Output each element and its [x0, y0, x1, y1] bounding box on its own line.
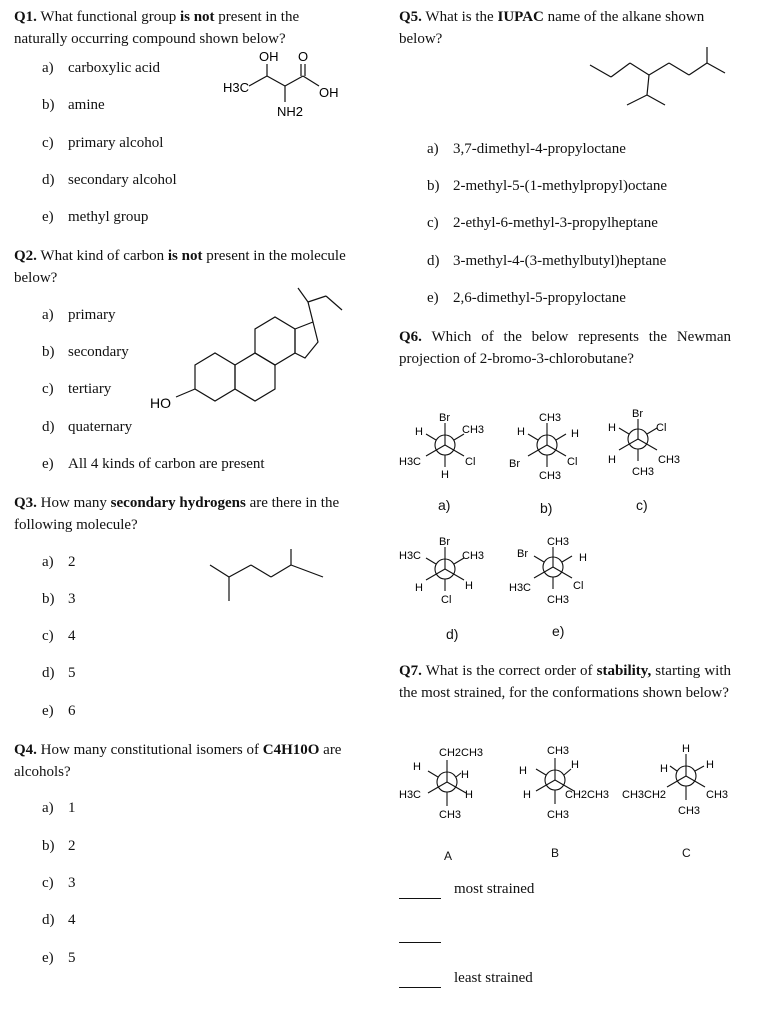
svg-text:CH3: CH3	[439, 809, 462, 821]
q1-text: Q1. What functional group is not present in the naturally occurring compound shown below?	[14, 9, 300, 47]
svg-text:Br: Br	[509, 458, 520, 470]
svg-text:CH3: CH3	[632, 466, 655, 478]
q1-molecule	[215, 48, 355, 128]
q2-option-e[interactable]: e) All 4 kinds of carbon are present	[42, 456, 265, 472]
q2-option-b[interactable]: b) secondary	[42, 344, 129, 360]
q4-option-d[interactable]: d) 4	[42, 912, 76, 928]
q2-option-d[interactable]: d) quaternary	[42, 419, 133, 435]
svg-text:CH3: CH3	[547, 536, 570, 548]
svg-text:CH3: CH3	[539, 412, 562, 424]
svg-text:CH3: CH3	[706, 789, 729, 801]
svg-text:H3C: H3C	[509, 582, 532, 594]
q7-blank-least[interactable]	[399, 987, 441, 988]
q2-mol-ho: HO	[150, 395, 171, 411]
q5-molecule	[585, 45, 730, 110]
q7-label-b: B	[551, 846, 560, 860]
q7-most-strained-label: most strained	[454, 881, 535, 897]
q5-option-c[interactable]: c) 2-ethyl-6-methyl-3-propylheptane	[427, 215, 658, 231]
svg-text:H: H	[660, 763, 668, 775]
svg-text:H: H	[579, 552, 587, 564]
q7-newman-b[interactable]	[505, 740, 625, 825]
svg-text:CH3CH2: CH3CH2	[622, 789, 667, 801]
svg-text:CH3: CH3	[547, 809, 570, 821]
q6-label-a: a)	[438, 497, 451, 513]
svg-text:H: H	[461, 769, 469, 781]
q3-option-c[interactable]: c) 4	[42, 628, 76, 644]
svg-text:Cl: Cl	[573, 580, 584, 592]
svg-text:CH3: CH3	[658, 454, 681, 466]
q1-option-c[interactable]: c) primary alcohol	[42, 135, 164, 151]
svg-text:H: H	[465, 789, 473, 801]
svg-text:Cl: Cl	[465, 456, 476, 468]
q1-mol-oh: OH	[259, 49, 279, 64]
q1-option-b[interactable]: b) amine	[42, 97, 105, 113]
q6-newman-d[interactable]	[395, 533, 505, 608]
q1-mol-oh2: OH	[319, 85, 339, 100]
svg-text:Br: Br	[517, 548, 528, 560]
q4-option-a[interactable]: a) 1	[42, 800, 76, 816]
q1-mol-nh2: NH2	[277, 104, 304, 119]
svg-text:Br: Br	[439, 536, 450, 548]
svg-text:Br: Br	[632, 408, 643, 420]
svg-text:Cl: Cl	[441, 594, 452, 606]
q7-blank-most[interactable]	[399, 898, 441, 899]
q7-label-a: A	[444, 849, 453, 863]
svg-text:H: H	[415, 426, 423, 438]
q4-option-c[interactable]: c) 3	[42, 875, 76, 891]
svg-text:H3C: H3C	[399, 456, 422, 468]
q5-text: Q5. What is the IUPAC name of the alkane shown below?	[399, 9, 705, 47]
q6-label-b: b)	[540, 500, 553, 516]
q2-option-c[interactable]: c) tertiary	[42, 381, 112, 397]
svg-text:H: H	[517, 426, 525, 438]
q6-newman-b[interactable]	[505, 407, 605, 485]
q1-mol-h3c: H3C	[223, 80, 250, 95]
q2-molecule	[140, 282, 360, 412]
q6-text: Q6. Which of the below represents the Newman projection of 2-bromo-3-chlorobutane?	[399, 329, 731, 367]
q3-option-e[interactable]: e) 6	[42, 703, 76, 719]
q1-option-e[interactable]: e) methyl group	[42, 209, 149, 225]
q6-label-e: e)	[552, 623, 565, 639]
q7-text: Q7. What is the correct order of stability, starting with the most strained, for the conformations shown below?	[399, 663, 732, 701]
svg-text:H: H	[415, 582, 423, 594]
svg-text:H: H	[571, 759, 579, 771]
q4-option-b[interactable]: b) 2	[42, 838, 76, 854]
q1-option-d[interactable]: d) secondary alcohol	[42, 172, 177, 188]
svg-text:CH3: CH3	[462, 424, 485, 436]
q3-molecule	[205, 545, 335, 610]
q5-option-d[interactable]: d) 3-methyl-4-(3-methylbutyl)heptane	[427, 253, 667, 269]
svg-text:CH2CH3: CH2CH3	[565, 789, 610, 801]
q4-text: Q4. How many constitutional isomers of C4H10O are alcohols?	[14, 742, 342, 780]
svg-text:H: H	[523, 789, 531, 801]
q3-option-a[interactable]: a) 2	[42, 554, 76, 570]
q6-newman-e[interactable]	[505, 533, 605, 608]
svg-text:Cl: Cl	[567, 456, 578, 468]
q4-formula: C4H10O	[262, 742, 320, 758]
q3-text: Q3. How many secondary hydrogens are there in the following molecule?	[14, 495, 340, 533]
svg-text:H3C: H3C	[399, 789, 422, 801]
svg-text:H3C: H3C	[399, 550, 422, 562]
svg-text:CH3: CH3	[547, 594, 570, 606]
svg-text:CH3: CH3	[539, 470, 562, 482]
svg-text:H: H	[465, 580, 473, 592]
q1-mol-o: O	[298, 49, 309, 64]
q7-label-c: C	[682, 846, 691, 860]
q7-newman-a[interactable]	[395, 740, 505, 825]
svg-text:CH3: CH3	[678, 805, 701, 817]
q7-newman-c[interactable]	[620, 740, 732, 825]
q2-text: Q2. What kind of carbon is not present in the molecule below?	[14, 248, 346, 286]
q3-option-b[interactable]: b) 3	[42, 591, 76, 607]
q6-label-d: d)	[446, 626, 459, 642]
svg-text:Br: Br	[439, 412, 450, 424]
q3-option-d[interactable]: d) 5	[42, 665, 76, 681]
svg-text:CH3: CH3	[462, 550, 485, 562]
svg-text:CH3: CH3	[547, 745, 570, 757]
svg-text:CH2CH3: CH2CH3	[439, 747, 484, 759]
q7-blank-middle[interactable]	[399, 942, 441, 943]
q6-label-c: c)	[636, 497, 648, 513]
q5-option-b[interactable]: b) 2-methyl-5-(1-methylpropyl)octane	[427, 178, 668, 194]
svg-text:H: H	[608, 422, 616, 434]
svg-text:Cl: Cl	[656, 422, 667, 434]
q4-option-e[interactable]: e) 5	[42, 950, 76, 966]
svg-text:H: H	[413, 761, 421, 773]
q5-option-a[interactable]: a) 3,7-dimethyl-4-propyloctane	[427, 141, 626, 157]
svg-text:H: H	[608, 454, 616, 466]
svg-text:H: H	[706, 759, 714, 771]
q6-newman-c[interactable]	[598, 407, 698, 485]
q5-option-e[interactable]: e) 2,6-dimethyl-5-propyloctane	[427, 290, 626, 306]
svg-text:H: H	[441, 469, 449, 481]
q7-least-strained-label: least strained	[454, 970, 533, 986]
svg-text:H: H	[519, 765, 527, 777]
q2-option-a[interactable]: a) primary	[42, 307, 116, 323]
svg-text:H: H	[682, 743, 690, 755]
svg-text:H: H	[571, 428, 579, 440]
q6-newman-a[interactable]	[395, 407, 505, 482]
q1-option-a[interactable]: a) carboxylic acid	[42, 60, 161, 76]
